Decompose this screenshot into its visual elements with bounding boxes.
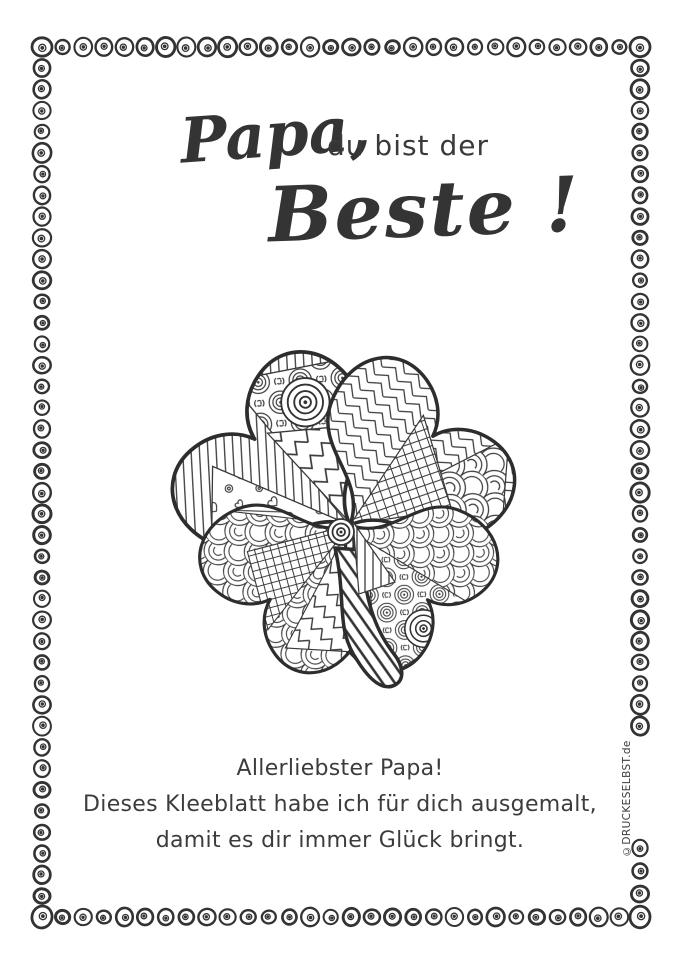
title-middle-text: du bist der — [327, 129, 489, 162]
dedication-text — [0, 751, 680, 859]
clover-illustration — [145, 300, 540, 700]
title-word-beste: Beste ! — [266, 159, 583, 260]
title-word-papa: Papa, — [177, 91, 373, 178]
dedication-line-1: Allerliebster Papa! — [236, 756, 444, 781]
dedication-line-3: damit es dir immer Glück bringt. — [155, 828, 525, 853]
dedication-line-2: Dieses Kleeblatt habe ich für dich ausgemalt, — [83, 792, 597, 817]
watermark-credit: ©DRUCKESELBST.de — [621, 740, 633, 858]
